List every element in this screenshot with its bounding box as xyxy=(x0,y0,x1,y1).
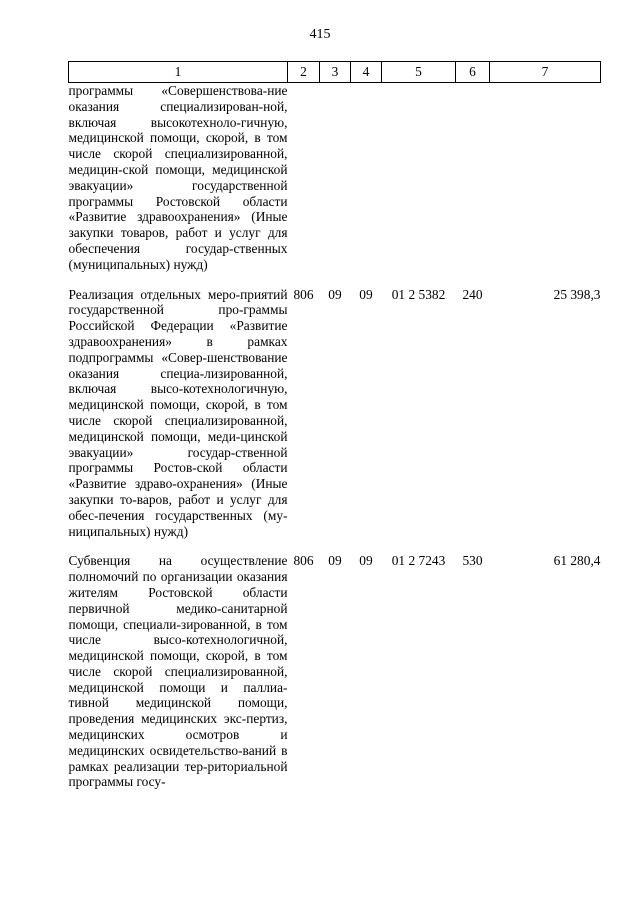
row-ministry-code: 806 xyxy=(293,286,314,302)
row-subsection-code: 09 xyxy=(359,553,373,569)
row-description: Субвенция на осуществление полномочий по организации оказания жителям Ростовской области первичной медико-санитарной помощи, специали-зированной, в том числе высо-котехнологичной, медицинской помощи, скорой, в том числе скорой специализированной, медицинской помощи и паллиа-тивной медицинской помощи, проведения медицинских экс-пертиз, медицинских осмотров и медицинских освидетельство-ваний в рамках реализации тер-риториальной программы госу- xyxy=(68,553,288,790)
table-row xyxy=(69,287,601,540)
header-col-1: 1 xyxy=(69,62,288,83)
row-expense-type: 240 xyxy=(462,286,483,302)
row-section-code xyxy=(320,83,351,273)
header-col-2: 2 xyxy=(288,62,320,83)
table-header-row xyxy=(69,62,601,83)
row-description: Реализация отдельных меро-приятий государственной про-граммы Российской Федерации «Развитие здравоохранения» в рамках подпрограммы «Совер-шенствование оказания специа-лизированной, включая высо-котехнологичную, медицинской помощи, скорой, в том числе скорой специализированной, медицинской помощи, меди-цинской эвакуации» государ-ственной программы Ростов-ской области «Развитие здраво-охранения» (Иные закупки то-варов, работ и услуг для обес-печения государственных (му-ниципальных) нужд) xyxy=(68,286,288,539)
header-col-4: 4 xyxy=(351,62,382,83)
header-col-6: 6 xyxy=(456,62,490,83)
row-subsection-code xyxy=(351,83,382,273)
header-col-5: 5 xyxy=(382,62,456,83)
row-expense-type xyxy=(456,83,490,273)
row-target-article xyxy=(382,83,456,273)
row-subsection-code: 09 xyxy=(359,286,373,302)
row-section-code: 09 xyxy=(328,553,342,569)
table-row xyxy=(69,553,601,790)
row-amount: 25 398,3 xyxy=(553,286,601,302)
row-expense-type: 530 xyxy=(462,553,483,569)
header-col-7: 7 xyxy=(490,62,601,83)
row-section-code: 09 xyxy=(328,286,342,302)
header-col-3: 3 xyxy=(320,62,351,83)
table-row xyxy=(69,83,601,273)
row-ministry-code xyxy=(288,83,320,273)
row-target-article: 01 2 7243 xyxy=(391,553,446,569)
row-amount xyxy=(490,83,601,273)
row-description: программы «Совершенствова-ние оказания специализирован-ной, включая высокотехноло-гичную, медицинской помощи, скорой, в том числе скорой специализированной, медицин-ской помощи, медицинской эвакуации» государственной программы Ростовской области «Развитие здравоохранения» (Иные закупки товаров, работ и услуг для обеспечения государ-ственных (муниципальных) нужд) xyxy=(68,83,288,272)
row-target-article: 01 2 5382 xyxy=(391,286,446,302)
page-number: 415 xyxy=(309,27,331,42)
row-amount: 61 280,4 xyxy=(553,553,601,569)
row-ministry-code: 806 xyxy=(293,553,314,569)
budget-table xyxy=(68,61,601,790)
